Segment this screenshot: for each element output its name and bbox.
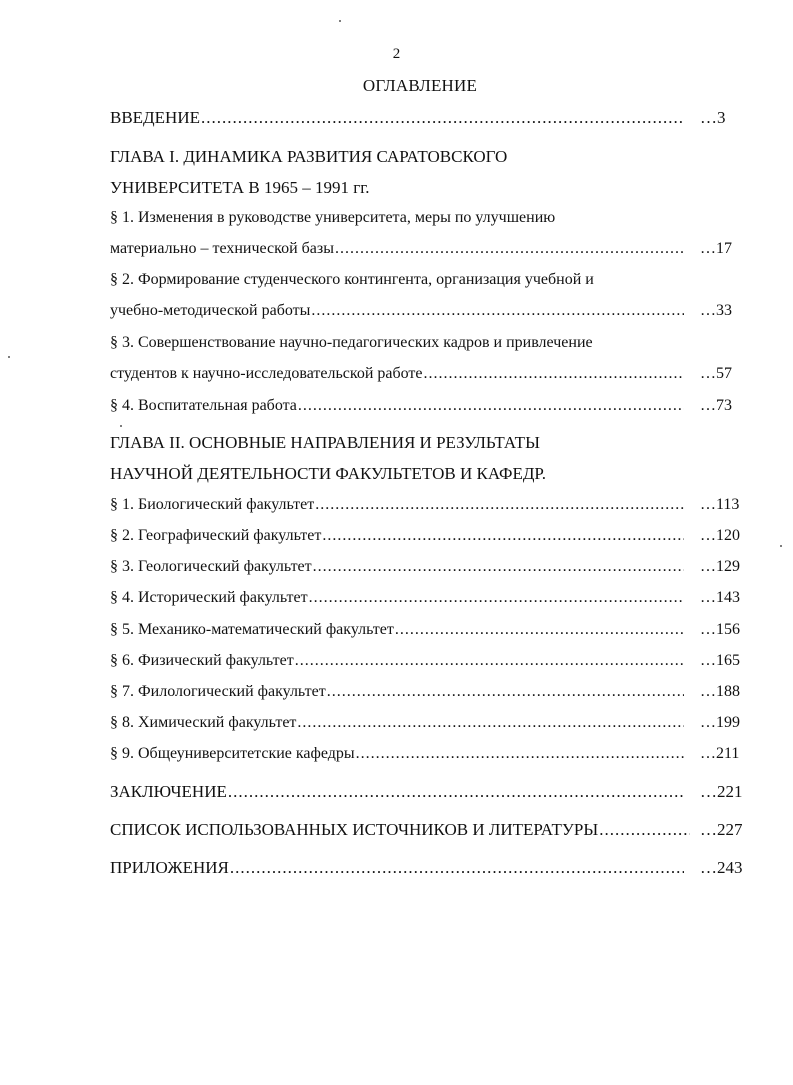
scan-speck — [780, 545, 782, 547]
toc-leader-dots — [297, 396, 684, 416]
toc-leader-dots — [312, 557, 684, 577]
toc-entry-label: ПРИЛОЖЕНИЯ — [110, 858, 229, 877]
toc-page-number: …3 — [700, 108, 726, 127]
toc-page-number: …199 — [700, 714, 740, 731]
chapter-2-section-7 — [110, 682, 684, 702]
toc-page-number: …188 — [700, 683, 740, 700]
toc-entry-label: материально – технической базы — [110, 240, 334, 257]
chapter-1-section-2-line-2 — [110, 301, 684, 321]
toc-entry-label: § 2. Географический факультет — [110, 527, 322, 544]
toc-page-number: …17 — [700, 240, 732, 257]
toc-entry-label: § 6. Физический факультет — [110, 652, 294, 669]
scan-speck — [8, 356, 10, 358]
toc-page-number: …120 — [700, 527, 740, 544]
toc-page-number: …143 — [700, 589, 740, 606]
toc-leader-dots — [314, 495, 684, 515]
page-number: 2 — [392, 46, 401, 62]
toc-entry-label: § 3. Геологический факультет — [110, 558, 312, 575]
toc-leader-dots — [394, 620, 684, 640]
chapter-2-section-2 — [110, 526, 684, 546]
toc-entry-label: учебно-методической работы — [110, 302, 311, 319]
toc-page-number: …165 — [700, 652, 740, 669]
toc-leader-dots — [227, 782, 684, 802]
toc-leader-dots — [294, 651, 684, 671]
scan-speck — [339, 20, 341, 22]
toc-page-number: …73 — [700, 397, 732, 414]
toc-entry-label: ЗАКЛЮЧЕНИЕ — [110, 782, 227, 801]
chapter-1-section-3-line-2 — [110, 364, 684, 384]
toc-page-number: …221 — [700, 782, 743, 801]
chapter-2-title-line-1: ГЛАВА II. ОСНОВНЫЕ НАПРАВЛЕНИЯ И РЕЗУЛЬТАТЫ — [110, 433, 540, 452]
toc-page-number: …57 — [700, 365, 732, 382]
toc-page-number: …227 — [700, 820, 743, 839]
chapter-2-title-line-2: НАУЧНОЙ ДЕЯТЕЛЬНОСТИ ФАКУЛЬТЕТОВ И КАФЕДР. — [110, 464, 547, 483]
toc-entry-label: § 8. Химический факультет — [110, 714, 297, 731]
chapter-1-title-line-1: ГЛАВА I. ДИНАМИКА РАЗВИТИЯ САРАТОВСКОГО — [110, 147, 508, 166]
toc-entry-label: ВВЕДЕНИЕ — [110, 108, 200, 127]
chapter-2-section-5 — [110, 620, 684, 640]
toc-entry-label: § 5. Механико-математический факультет — [110, 621, 394, 638]
toc-page-number: …243 — [700, 858, 743, 877]
toc-leader-dots — [423, 364, 684, 384]
toc-entry-sources — [110, 820, 690, 840]
toc-page-number: …33 — [700, 302, 732, 319]
toc-leader-dots — [308, 588, 684, 608]
chapter-2-section-6 — [110, 651, 684, 671]
chapter-2-section-9 — [110, 744, 684, 764]
toc-entry-label: СПИСОК ИСПОЛЬЗОВАННЫХ ИСТОЧНИКОВ И ЛИТЕРАТУРЫ — [110, 820, 599, 839]
toc-leader-dots — [321, 526, 684, 546]
toc-leader-dots — [326, 682, 684, 702]
chapter-1-title-line-2: УНИВЕРСИТЕТА В 1965 – 1991 гг. — [110, 178, 370, 197]
scan-speck — [120, 425, 122, 427]
toc-leader-dots — [229, 858, 684, 878]
chapter-2-section-8 — [110, 713, 684, 733]
toc-page-number: …211 — [700, 745, 740, 762]
toc-leader-dots — [334, 239, 684, 259]
toc-entry-intro — [110, 108, 684, 128]
toc-leader-dots — [355, 744, 684, 764]
chapter-1-section-4 — [110, 396, 684, 416]
toc-leader-dots — [310, 301, 684, 321]
chapter-1-section-1-line-1: § 1. Изменения в руководстве университета, меры по улучшению — [110, 209, 556, 226]
toc-leader-dots — [296, 713, 684, 733]
toc-entry-conclusion — [110, 782, 684, 802]
toc-entry-appendix — [110, 858, 684, 878]
toc-page-number: …156 — [700, 621, 740, 638]
toc-page-number: …113 — [700, 496, 740, 513]
toc-page-number: …129 — [700, 558, 740, 575]
toc-entry-label: студентов к научно-исследовательской работе — [110, 365, 423, 382]
chapter-2-section-4 — [110, 588, 684, 608]
chapter-2-section-1 — [110, 495, 684, 515]
toc-entry-label: § 9. Общеуниверситетские кафедры — [110, 745, 355, 762]
toc-entry-label: § 7. Филологический факультет — [110, 683, 326, 700]
toc-leader-dots — [200, 108, 684, 128]
chapter-1-section-2-line-1: § 2. Формирование студенческого контингента, организация учебной и — [110, 271, 594, 288]
toc-leader-dots — [598, 820, 690, 840]
chapter-1-section-1-line-2 — [110, 239, 684, 259]
toc-entry-label: § 4. Воспитательная работа — [110, 397, 297, 414]
toc-entry-label: § 1. Биологический факультет — [110, 496, 315, 513]
toc-entry-label: § 4. Исторический факультет — [110, 589, 308, 606]
chapter-1-section-3-line-1: § 3. Совершенствование научно-педагогических кадров и привлечение — [110, 334, 593, 351]
toc-title: ОГЛАВЛЕНИЕ — [362, 76, 478, 95]
chapter-2-section-3 — [110, 557, 684, 577]
